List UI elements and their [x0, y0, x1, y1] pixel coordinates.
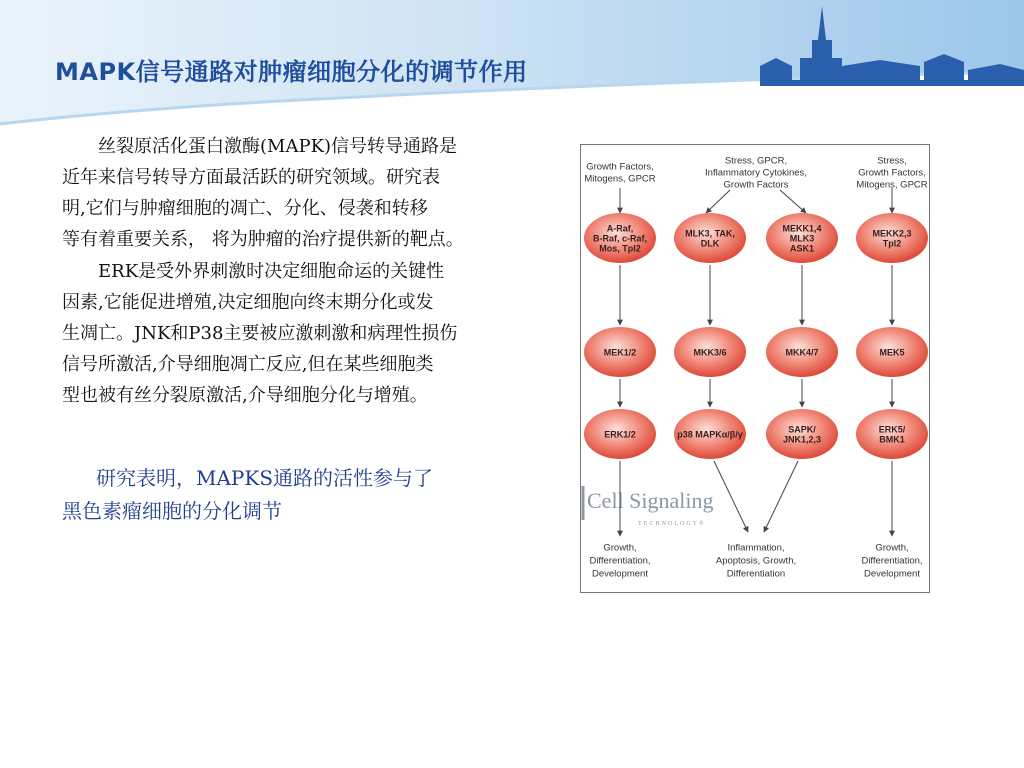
- mapkkk-node-label: MEKK2,3: [872, 228, 912, 239]
- mapk-node-label: ERK1/2: [604, 429, 636, 440]
- text-line: 研究表明，MAPKS通路的活性参与了: [96, 466, 434, 490]
- outcome-label: Development: [592, 568, 648, 580]
- mapkkk-node-label: Mos, Tpl2: [599, 243, 641, 254]
- intro-paragraph: [62, 131, 562, 255]
- stimulus-label: Inflammatory Cytokines,: [705, 167, 807, 179]
- mapkk-node-label: MKK4/7: [785, 347, 819, 358]
- mapk-node-label: SAPK/: [788, 424, 816, 435]
- text-line: 近年来信号转导方面最活跃的研究领域。研究表: [62, 167, 440, 188]
- outcome-label: Differentiation,: [589, 555, 651, 567]
- stimulus-label: Stress, GPCR,: [724, 155, 788, 167]
- outcome-label: Differentiation: [726, 568, 786, 580]
- text-line: 丝裂原活化蛋白激酶(MAPK)信号转导通路是: [98, 136, 458, 157]
- stimulus-label: Growth Factors,: [586, 161, 654, 173]
- mapkkk-node-label: MLK3: [789, 233, 815, 244]
- mapk-node-label: ERK5/: [878, 424, 906, 435]
- mapkk-node-label: MKK3/6: [693, 347, 727, 358]
- stimulus-label: Stress,: [877, 155, 907, 167]
- text-line: 生凋亡。JNK和P38主要被应激刺激和病理性损伤: [62, 323, 458, 344]
- mapk-pathway-diagram: [580, 144, 930, 594]
- watermark-subtext: TECHNOLOGY®: [638, 521, 706, 527]
- mapkk-node-label: MEK1/2: [603, 347, 637, 358]
- erk-paragraph: [62, 256, 562, 411]
- stimulus-label: Mitogens, GPCR: [584, 173, 656, 185]
- outcome-label: Growth,: [603, 542, 637, 554]
- conclusion-text: [62, 462, 562, 528]
- mapkkk-node-label: MEKK1,4: [782, 223, 822, 234]
- text-line: 黑色素瘤细胞的分化调节: [62, 499, 282, 523]
- text-line: 信号所激活,介导细胞凋亡反应,但在某些细胞类: [62, 354, 434, 375]
- mapkkk-node-label: DLK: [700, 238, 720, 249]
- outcome-label: Inflammation,: [727, 542, 785, 554]
- outcome-label: Apoptosis, Growth,: [715, 555, 797, 567]
- mapk-node-label: p38 MAPKα/β/γ: [677, 429, 743, 440]
- stimulus-label: Growth Factors,: [858, 167, 926, 179]
- text-line: 明,它们与肿瘤细胞的凋亡、分化、侵袭和转移: [62, 198, 428, 219]
- mapkkk-node-label: B-Raf, c-Raf,: [592, 233, 648, 244]
- mapk-node-label: JNK1,2,3: [782, 434, 822, 445]
- slide-title: MAPK信号通路对肿瘤细胞分化的调节作用: [55, 58, 528, 86]
- stimulus-label: Mitogens, GPCR: [856, 179, 928, 191]
- text-line: 因素,它能促进增殖,决定细胞向终末期分化或发: [62, 292, 434, 313]
- outcome-label: Differentiation,: [861, 555, 923, 567]
- text-line: 等有着重要关系， 将为肿瘤的治疗提供新的靶点。: [62, 229, 464, 250]
- mapkkk-node-label: Tpl2: [882, 238, 902, 249]
- mapkkk-node-label: A-Raf,: [606, 223, 634, 234]
- outcome-label: Growth,: [875, 542, 909, 554]
- mapkkk-node-label: MLK3, TAK,: [685, 228, 735, 239]
- stimulus-label: Growth Factors: [723, 179, 789, 191]
- outcome-label: Development: [864, 568, 920, 580]
- text-line: ERK是受外界刺激时决定细胞命运的关键性: [98, 261, 445, 282]
- mapkkk-node-label: ASK1: [789, 243, 815, 254]
- text-line: 型也被有丝分裂原激活,介导细胞分化与增殖。: [62, 385, 428, 406]
- mapkk-node-label: MEK5: [879, 347, 905, 358]
- mapk-node-label: BMK1: [879, 434, 905, 445]
- watermark-text: Cell Signaling: [587, 488, 714, 513]
